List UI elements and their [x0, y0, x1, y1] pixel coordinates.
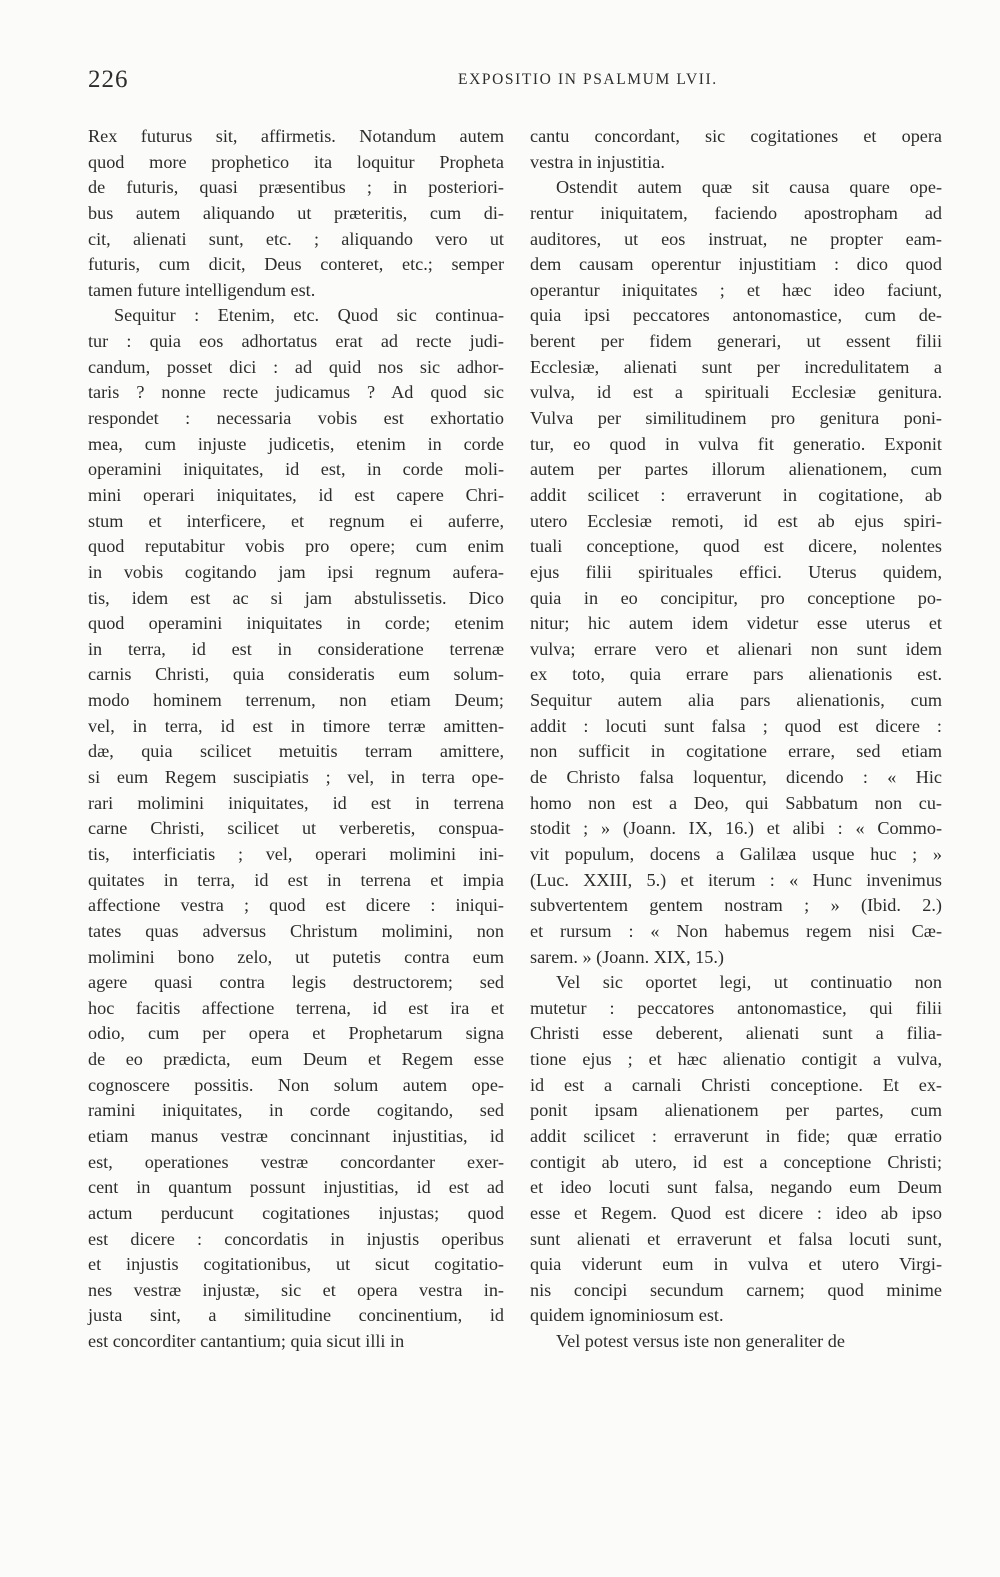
page-header	[88, 66, 938, 96]
right-column	[530, 124, 942, 1355]
page-number: 226	[88, 66, 129, 93]
text-line: vestra in injustitia.	[530, 151, 665, 172]
text-line: berent per fidem generari, ut essent filii	[530, 331, 942, 352]
text-line: in vobis cogitando jam ipsi regnum aufera-	[88, 561, 504, 582]
text-line: Ecclesiæ, alienati sunt per incredulitatem a	[530, 356, 942, 377]
text-line: ejus filii spirituales effici. Uterus quidem,	[530, 561, 942, 582]
text-line: sunt alienati et erraverunt et falsa locuti sunt,	[530, 1228, 942, 1249]
text-line: vel, in terra, id est in timore terræ amitten-	[88, 715, 504, 736]
text-line: odio, cum per opera et Prophetarum signa	[88, 1023, 504, 1044]
text-line: dæ, quia scilicet metuitis terram amittere,	[88, 741, 504, 762]
text-line: quia in eo concipitur, pro conceptione po-	[530, 587, 942, 608]
text-line: utero Ecclesiæ remoti, id est ab ejus spiri-	[530, 510, 942, 531]
text-line: tis, idem est ac si jam abstulissetis. Dico	[88, 587, 504, 608]
text-line: carnis Christi, quia consideratis eum solum-	[88, 664, 504, 685]
text-line: bus autem aliquando ut præteritis, cum di-	[88, 202, 504, 223]
text-line: addit scilicet : erraverunt in cogitatione, ab	[530, 484, 942, 505]
text-line: Rex futurus sit, affirmetis. Notandum autem	[88, 126, 504, 146]
text-line: homo non est a Deo, qui Sabbatum non cu-	[530, 792, 942, 813]
text-line: Vel potest versus iste non generaliter de	[556, 1331, 845, 1352]
text-line: carne Christi, scilicet ut verberetis, conspua-	[88, 818, 504, 839]
text-line: tamen future intelligendum est.	[88, 279, 316, 300]
text-line: de futuris, quasi præsentibus ; in posteriori-	[88, 177, 504, 198]
text-line: ponit ipsam alienationem per partes, cum	[530, 1100, 942, 1121]
text-line: et ideo locuti sunt falsa, negando eum Deum	[530, 1177, 942, 1198]
text-line: quia ipsi peccatores antonomastice, cum de-	[530, 305, 942, 326]
text-line: actum perducunt cogitationes injustas; quod	[88, 1202, 504, 1223]
text-line: affectione vestra ; quod est dicere : iniqui-	[88, 895, 504, 916]
text-line: autem per partes illorum alienationem, cum	[530, 459, 942, 480]
text-line: respondet : necessaria vobis est exhortatio	[88, 408, 504, 429]
text-line: molimini bono zelo, ut putetis contra eum	[88, 946, 504, 967]
text-line: est dicere : concordatis in injustis operibus	[88, 1228, 504, 1249]
text-line: quod operamini iniquitates in corde; etenim	[88, 613, 504, 634]
text-line: stodit ; » (Joann. IX, 16.) et alibi : « Commo-	[530, 818, 942, 839]
text-line: hoc facitis affectione terrena, id est ira et	[88, 997, 504, 1018]
text-line: tur, eo quod in vulva fit generatio. Exponit	[530, 433, 942, 454]
text-line: Ostendit autem quæ sit causa quare ope-	[556, 177, 942, 198]
text-line: stum et interficere, et regnum ei auferre,	[88, 510, 504, 531]
text-line: si eum Regem suscipiatis ; vel, in terra ope-	[88, 767, 504, 788]
text-line: operamini iniquitates, id est, in corde moli-	[88, 459, 504, 480]
text-line: candum, posset dici : ad quid nos sic adhor-	[88, 356, 504, 377]
text-line: de eo prædicta, eum Deum et Regem esse	[88, 1049, 504, 1070]
text-line: nitur; hic autem idem videtur esse uterus et	[530, 613, 942, 634]
text-line: Sequitur : Etenim, etc. Quod sic continua-	[114, 305, 504, 326]
text-line: ramini iniquitates, in corde cogitando, sed	[88, 1100, 504, 1121]
text-line: non sufficit in cogitatione errare, sed etiam	[530, 741, 942, 762]
text-line: tuali conceptione, quod est dicere, nolentes	[530, 536, 942, 557]
text-line: quod more prophetico ita loquitur Propheta	[88, 151, 504, 172]
text-line: vulva, id est a spirituali Ecclesiæ genitura.	[530, 382, 942, 403]
text-line: dem causam operentur injustitiam : dico quod	[530, 254, 942, 275]
text-line: est, operationes vestræ concordanter exer-	[88, 1151, 504, 1172]
text-line: sarem. » (Joann. XIX, 15.)	[530, 946, 724, 967]
text-line: contigit ab utero, id est a conceptione Christi;	[530, 1151, 942, 1172]
left-column	[88, 124, 504, 1355]
text-line: addit : locuti sunt falsa ; quod est dicere :	[530, 715, 942, 736]
text-line: agere quasi contra legis destructorem; sed	[88, 972, 504, 993]
text-line: mea, cum injuste judicetis, etenim in corde	[88, 433, 504, 454]
text-line: (Luc. XXIII, 5.) et iterum : « Hunc invenimus	[530, 869, 942, 890]
text-line: etiam manus vestræ concinnant injustitias, id	[88, 1125, 504, 1146]
text-line: rentur iniquitatem, faciendo apostropham ad	[530, 202, 942, 223]
text-line: operantur iniquitates ; et hæc ideo faciunt,	[530, 279, 942, 300]
text-line: Vel sic oportet legi, ut continuatio non	[556, 972, 942, 993]
text-line: est concorditer cantantium; quia sicut illi in	[88, 1331, 405, 1352]
text-line: taris ? nonne recte judicamus ? Ad quod sic	[88, 382, 504, 403]
text-line: et injustis cogitationibus, ut sicut cogitatio-	[88, 1254, 504, 1275]
text-line: cit, alienati sunt, etc. ; aliquando vero ut	[88, 228, 504, 249]
text-line: quitates in terra, id est in terrena et impia	[88, 869, 504, 890]
running-title: EXPOSITIO IN PSALMUM LVII.	[458, 71, 718, 88]
text-line: mini operari iniquitates, id est capere Chri-	[88, 484, 504, 505]
text-line: vit populum, docens a Galilæa usque huc ; »	[530, 843, 942, 864]
text-line: justa sint, a similitudine concinentium, id	[88, 1305, 504, 1326]
text-line: mutetur : peccatores antonomastice, qui filii	[530, 997, 942, 1018]
text-line: modo hominem terrenum, non etiam Deum;	[88, 690, 504, 711]
text-line: tates quas adversus Christum molimini, non	[88, 920, 504, 941]
text-line: quidem ignominiosum est.	[530, 1305, 724, 1326]
text-line: nes vestræ injustæ, sic et opera vestra in-	[88, 1279, 504, 1300]
text-line: id est a carnali Christi conceptione. Et ex-	[530, 1074, 942, 1095]
text-line: Christi esse deberent, alienati sunt a filia-	[530, 1023, 942, 1044]
text-line: nis concipi secundum carnem; quod minime	[530, 1279, 942, 1300]
text-line: tis, interficiatis ; vel, operari molimini ini-	[88, 843, 504, 864]
text-line: Sequitur autem alia pars alienationis, cum	[530, 690, 942, 711]
text-line: cognoscere possitis. Non solum autem ope-	[88, 1074, 504, 1095]
text-line: tur : quia eos adhortatus erat ad recte judi-	[88, 331, 504, 352]
text-line: auditores, ut eos instruat, ne propter eam-	[530, 228, 942, 249]
text-line: et rursum : « Non habemus regem nisi Cæ-	[530, 920, 942, 941]
text-line: de Christo falsa loquentur, dicendo : « Hic	[530, 767, 942, 788]
text-line: ex toto, quia errare pars alienationis est.	[530, 664, 942, 685]
text-line: cantu concordant, sic cogitationes et opera	[530, 126, 942, 146]
text-line: quia viderunt eum in vulva et utero Virgi-	[530, 1254, 942, 1275]
text-line: vulva; errare vero et alienari non sunt idem	[530, 638, 942, 659]
text-line: in terra, id est in consideratione terrenæ	[88, 638, 504, 659]
text-line: cent in quantum possunt injustitias, id est ad	[88, 1177, 504, 1198]
text-line: tione ejus ; et hæc alienatio contigit a vulva,	[530, 1049, 942, 1070]
text-line: rari molimini iniquitates, id est in terrena	[88, 792, 504, 813]
text-line: Vulva per similitudinem pro genitura poni-	[530, 408, 942, 429]
text-line: subvertentem gentem nostram ; » (Ibid. 2.)	[530, 895, 942, 916]
text-line: futuris, cum dicit, Deus conteret, etc.; semper	[88, 254, 504, 275]
text-line: quod reputabitur vobis pro opere; cum enim	[88, 536, 504, 557]
text-line: addit scilicet : erraverunt in fide; quæ erratio	[530, 1125, 942, 1146]
text-line: esse et Regem. Quod est dicere : ideo ab ipso	[530, 1202, 942, 1223]
